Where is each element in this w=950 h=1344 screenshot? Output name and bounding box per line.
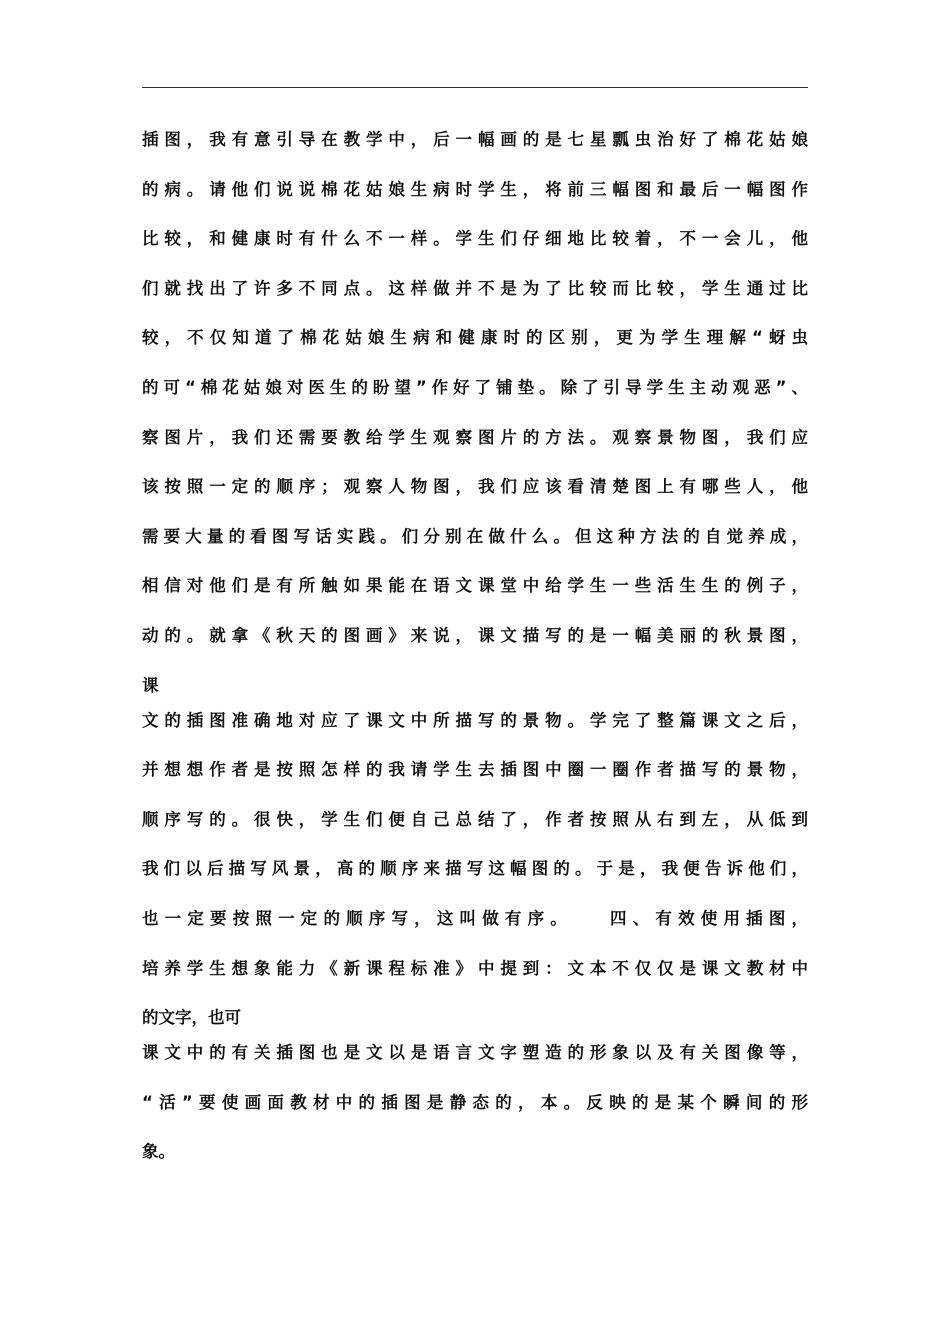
text-line: 相信对他们是有所触如果能在语文课堂中给学生一些活生生的例子， (142, 576, 808, 596)
text-line: “活”要使画面教材中的插图是静态的，本。反映的是某个瞬间的形 (142, 1092, 808, 1112)
text-line: 动的。就拿《秋天的图画》来说，课文描写的是一幅美丽的秋景图， (142, 625, 808, 645)
text-line: 文的插图准确地对应了课文中所描写的景物。学完了整篇课文之后， (142, 710, 808, 730)
text-line: 该按照一定的顺序；观察人物图，我们应该看清楚图上有哪些人，他 (142, 477, 808, 497)
text-line: 顺序写的。很快，学生们便自己总结了，作者按照从右到左，从低到 (142, 809, 808, 829)
text-line: 需要大量的看图写话实践。们分别在做什么。但这种方法的自觉养成， (142, 526, 808, 546)
text-line: 的可“棉花姑娘对医生的盼望”作好了铺垫。除了引导学生主动观恶”、 (142, 377, 808, 397)
text-line: 们就找出了许多不同点。这样做并不是为了比较而比较，学生通过比 (142, 278, 808, 298)
text-line: 培养学生想象能力《新课程标准》中提到：文本不仅仅是课文教材中 (142, 958, 808, 978)
text-line: 察图片，我们还需要教给学生观察图片的方法。观察景物图，我们应 (142, 427, 808, 447)
text-line: 并想想作者是按照怎样的我请学生去插图中圈一圈作者描写的景物， (142, 760, 808, 780)
text-line: 的文字，也可 (142, 1008, 241, 1028)
text-line: 也一定要按照一定的顺序写，这叫做有序。 四、有效使用插图， (142, 908, 808, 928)
text-line: 插图，我有意引导在教学中，后一幅画的是七星瓢虫治好了棉花姑娘 (142, 130, 808, 149)
text-line: 课文中的有关插图也是文以是语言文字塑造的形象以及有关图像等， (142, 1043, 808, 1063)
text-line: 课 (142, 675, 159, 695)
body-text (142, 122, 808, 1184)
text-line: 较，不仅知道了棉花姑娘生病和健康时的区别，更为学生理解“蚜虫 (142, 328, 808, 348)
text-line: 象。 (142, 1142, 175, 1162)
header-rule (142, 87, 808, 88)
text-line: 比较，和健康时有什么不一样。学生们仔细地比较着，不一会儿，他 (142, 229, 808, 249)
text-line: 的病。请他们说说棉花姑娘生病时学生，将前三幅图和最后一幅图作 (142, 179, 808, 199)
text-line: 我们以后描写风景，高的顺序来描写这幅图的。于是，我便告诉他们， (142, 859, 808, 879)
